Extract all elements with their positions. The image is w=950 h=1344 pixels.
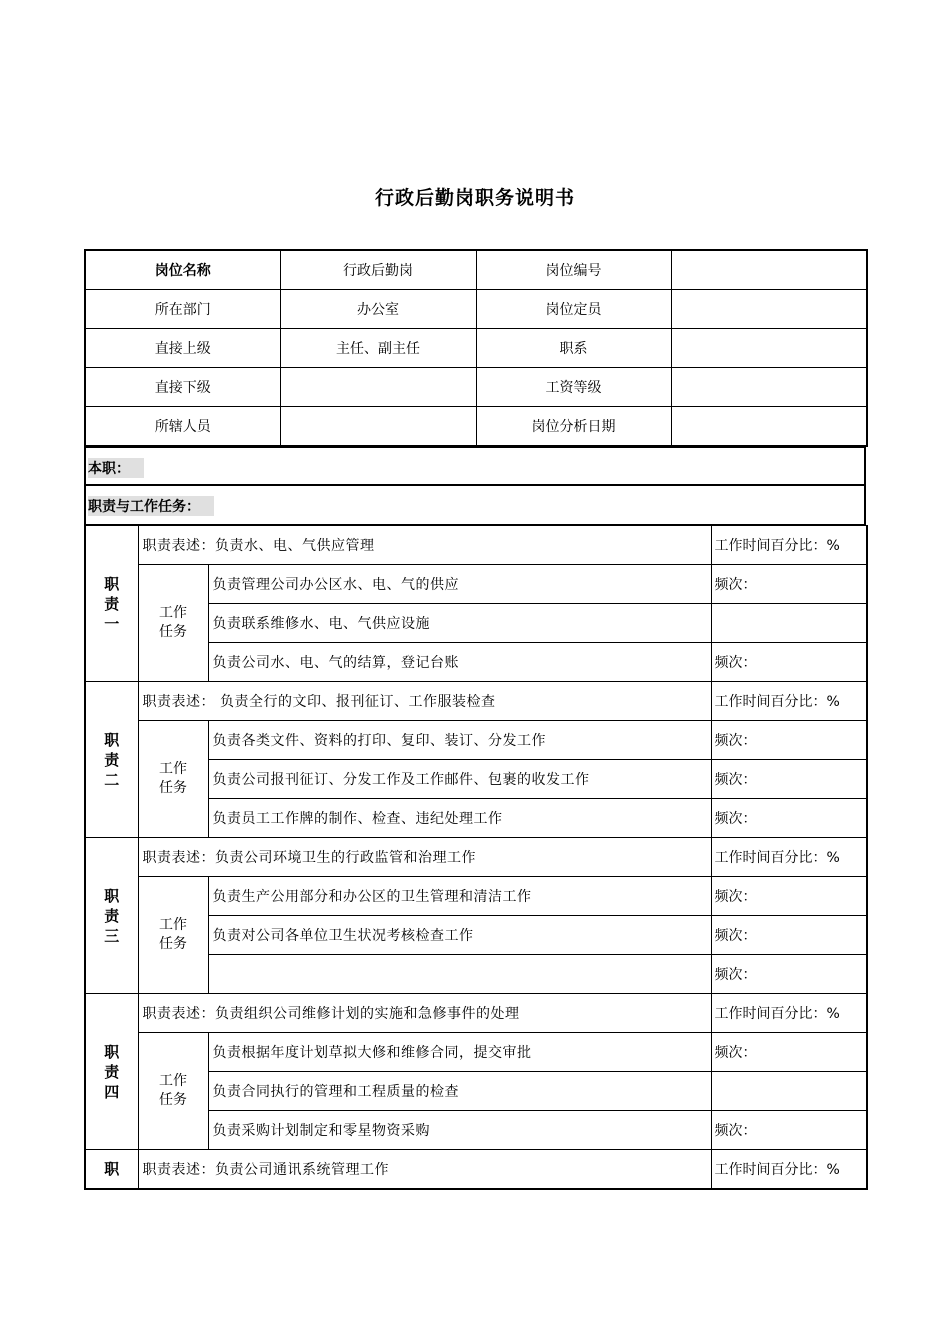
task-text: 负责根据年度计划草拟大修和维修合同，提交审批 — [208, 1033, 711, 1072]
task-frequency: 频次： — [711, 1033, 867, 1072]
task-text — [208, 955, 711, 994]
info-row — [85, 290, 867, 329]
task-label: 工作任务 — [138, 721, 208, 838]
section-benzhi — [84, 446, 866, 486]
superior-label: 直接上级 — [85, 329, 280, 368]
duty-desc-row — [85, 838, 867, 877]
task-text: 负责管理公司办公区水、电、气的供应 — [208, 565, 711, 604]
task-text: 负责公司报刊征订、分发工作及工作邮件、包裹的收发工作 — [208, 760, 711, 799]
duty-name: 职责一 — [85, 526, 138, 682]
job-family-value — [671, 329, 867, 368]
task-frequency: 频次： — [711, 799, 867, 838]
duty-name: 职 — [85, 1150, 138, 1190]
info-row — [85, 407, 867, 447]
duty-desc-row — [85, 526, 867, 565]
duty-desc-row — [85, 1150, 867, 1190]
duty-description: 职责表述： 负责全行的文印、报刊征订、工作服装检查 — [138, 682, 711, 721]
subordinate-label: 直接下级 — [85, 368, 280, 407]
task-text: 负责各类文件、资料的打印、复印、装订、分发工作 — [208, 721, 711, 760]
duties-table — [84, 525, 868, 1190]
task-frequency: 频次： — [711, 877, 867, 916]
section-duties — [84, 486, 866, 526]
headcount-label: 岗位定员 — [476, 290, 671, 329]
section-benzhi-label: 本职： — [88, 458, 144, 478]
time-percent: 工作时间百分比：% — [711, 994, 867, 1033]
task-row — [85, 877, 867, 916]
duty-description: 职责表述：负责水、电、气供应管理 — [138, 526, 711, 565]
time-percent: 工作时间百分比：% — [711, 682, 867, 721]
job-family-label: 职系 — [476, 329, 671, 368]
task-frequency: 频次： — [711, 1111, 867, 1150]
document-title: 行政后勤岗职务说明书 — [374, 187, 575, 209]
info-row — [85, 250, 867, 290]
task-text: 负责采购计划制定和零星物资采购 — [208, 1111, 711, 1150]
task-frequency: 频次： — [711, 565, 867, 604]
analysis-date-label: 岗位分析日期 — [476, 407, 671, 447]
duty-description: 职责表述：负责公司通讯系统管理工作 — [138, 1150, 711, 1190]
duty-name: 职责三 — [85, 838, 138, 994]
duty-name: 职责四 — [85, 994, 138, 1150]
salary-grade-label: 工资等级 — [476, 368, 671, 407]
department-label: 所在部门 — [85, 290, 280, 329]
time-percent: 工作时间百分比：% — [711, 526, 867, 565]
position-name-value: 行政后勤岗 — [280, 250, 476, 290]
salary-grade-value — [671, 368, 867, 407]
info-row — [85, 368, 867, 407]
task-text: 负责员工工作牌的制作、检查、违纪处理工作 — [208, 799, 711, 838]
task-frequency: 频次： — [711, 955, 867, 994]
task-text: 负责对公司各单位卫生状况考核检查工作 — [208, 916, 711, 955]
task-frequency: 频次： — [711, 721, 867, 760]
task-frequency: 频次： — [711, 760, 867, 799]
task-row — [85, 1033, 867, 1072]
department-value: 办公室 — [280, 290, 476, 329]
duty-description: 职责表述：负责组织公司维修计划的实施和急修事件的处理 — [138, 994, 711, 1033]
analysis-date-value — [671, 407, 867, 447]
section-duties-label: 职责与工作任务： — [88, 496, 214, 516]
duty-description: 职责表述：负责公司环境卫生的行政监管和治理工作 — [138, 838, 711, 877]
time-percent: 工作时间百分比：% — [711, 1150, 867, 1190]
task-text: 负责生产公用部分和办公区的卫生管理和清洁工作 — [208, 877, 711, 916]
task-row — [85, 721, 867, 760]
task-text: 负责联系维修水、电、气供应设施 — [208, 604, 711, 643]
duty-desc-row — [85, 994, 867, 1033]
duty-name: 职责二 — [85, 682, 138, 838]
task-frequency — [711, 1072, 867, 1111]
task-frequency — [711, 604, 867, 643]
task-label: 工作任务 — [138, 565, 208, 682]
position-info-table — [84, 249, 868, 447]
position-code-label: 岗位编号 — [476, 250, 671, 290]
task-text: 负责合同执行的管理和工程质量的检查 — [208, 1072, 711, 1111]
headcount-value — [671, 290, 867, 329]
task-text: 负责公司水、电、气的结算，登记台账 — [208, 643, 711, 682]
task-label: 工作任务 — [138, 1033, 208, 1150]
duty-desc-row — [85, 682, 867, 721]
task-label: 工作任务 — [138, 877, 208, 994]
task-frequency: 频次： — [711, 916, 867, 955]
superior-value: 主任、副主任 — [280, 329, 476, 368]
info-row — [85, 329, 867, 368]
staff-label: 所辖人员 — [85, 407, 280, 447]
position-code-value — [671, 250, 867, 290]
time-percent: 工作时间百分比：% — [711, 838, 867, 877]
task-frequency: 频次： — [711, 643, 867, 682]
task-row — [85, 565, 867, 604]
staff-value — [280, 407, 476, 447]
position-name-label: 岗位名称 — [85, 250, 280, 290]
subordinate-value — [280, 368, 476, 407]
